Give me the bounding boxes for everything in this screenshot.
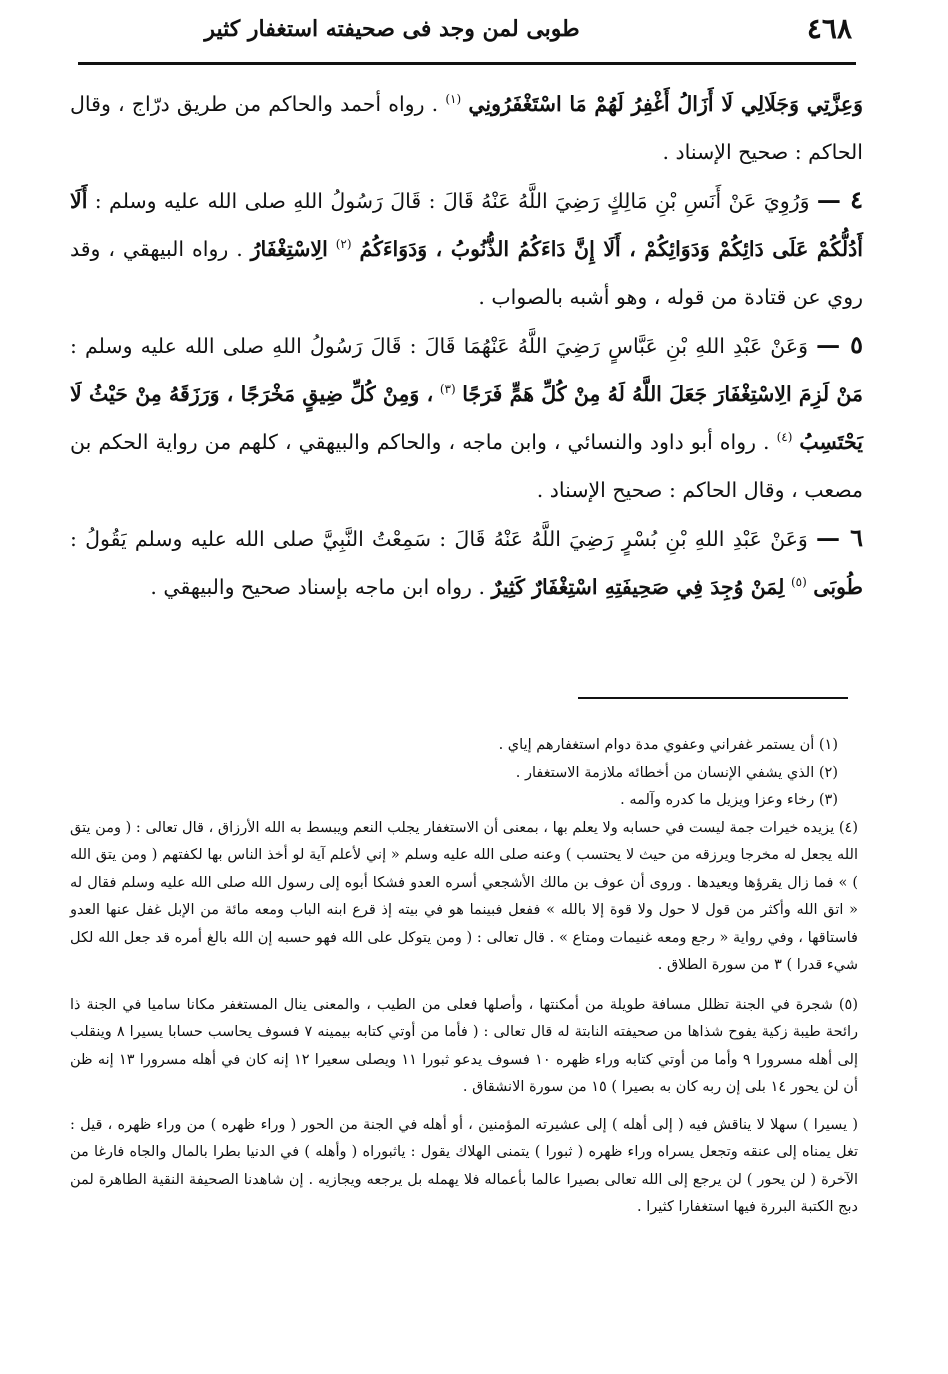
hadith-takhrij: . رواه أبو داود والنسائي ، وابن ماجه ، والحاكم والبيهقي ، كلهم من رواية الحكم بن مصعب ، وقال الحاكم : صحيح الإسناد . xyxy=(70,430,863,502)
paragraph-hadith-3-end xyxy=(70,80,863,176)
footnote-ref: (١) xyxy=(445,92,462,107)
hadith-isnad: وَعَنْ عَبْدِ اللهِ بْنِ بُسْرٍ رَضِيَ اللَّهُ عَنْهُ قَالَ : سَمِعْتُ النَّبِيَّ صلى الله عليه وسلم يَقُولُ : xyxy=(70,527,808,551)
page-number: ٤٦٨ xyxy=(806,12,852,45)
hadith-isnad: وَرُوِيَ عَنْ أَنَسِ بْنِ مَالِكٍ رَضِيَ اللَّهُ عَنْهُ قَالَ : قَالَ رَسُولُ اللهِ صلى الله عليه وسلم : xyxy=(94,189,810,213)
hadith-matn: وَعِزَّتِي وَجَلَالِي لَا أَزَالُ أَغْفِرُ لَهُمْ مَا اسْتَغْفَرُونِي xyxy=(468,92,863,116)
hadith-takhrij: . رواه البيهقي ، وقد روي عن قتادة من قوله ، وهو أشبه بالصواب . xyxy=(70,237,863,309)
footnote-ref: (٢) xyxy=(335,237,352,252)
paragraph-hadith-4 xyxy=(70,176,863,321)
footnote-2: (٢) الذي يشفي الإنسان من أخطائه ملازمة الاستغفار . xyxy=(515,764,838,781)
hadith-matn-continued: الِاسْتِغْفَارُ xyxy=(250,237,328,261)
hadith-isnad: وَعَنْ عَبْدِ اللهِ بْنِ عَبَّاسٍ رَضِيَ اللَّهُ عَنْهُمَا قَالَ : قَالَ رَسُولُ اللهِ صلى الله عليه وسلم : xyxy=(70,334,809,358)
hadith-matn: أَلَا أَدُلُّكُمْ عَلَى دَائِكُمْ وَدَوَائِكُمْ ، أَلَا إِنَّ دَاءَكُمُ الذُّنُوبُ ، وَدَوَاءَكُمُ xyxy=(70,189,863,261)
footnote-ref: (٣) xyxy=(439,382,456,397)
footnote-ref: (٥) xyxy=(790,575,807,590)
hadith-number: ٤ — xyxy=(816,185,863,214)
hadith-number: ٥ — xyxy=(816,330,863,359)
footnotes xyxy=(70,732,858,1222)
hadith-takhrij: . رواه ابن ماجه بإسناد صحيح والبيهقي . xyxy=(150,575,485,599)
footnote-5-gloss: ( يسيرا ) سهلا لا يناقش فيه ( إلى أهله ) إلى عشيرته المؤمنين ، أو أهله في الجنة من الحور ( وراء ظهره ) من وراء ظهره ، قيل : تغل يمناه إلى عنقه وتجعل يسراه وراء ظهره ( ثبورا ) يتمنى الهلاك يقول : ياثبوراه ( وأهله ) في الدنيا بطرا بالمال والجاه فارغا من الآخرة ( لن يحور ) لن يرجع إلى الله تعالى بصيرا عالما بأعماله فلا يهمله بل يرجعه ويجازيه . إن شاهدنا الصحيفة النقية الطاهرة لمن دبج الكتبة البررة فيها استغفارا كثيرا . xyxy=(70,1116,858,1215)
running-title: طوبى لمن وجد فى صحيفته استغفار كثير xyxy=(204,16,580,42)
footnote-3: (٣) رخاء وعزا ويزيل ما كدره وآلمه . xyxy=(620,792,838,808)
main-text xyxy=(70,80,863,611)
header-rule xyxy=(78,62,856,65)
footnote-1: (١) أن يستمر غفراني وعفوي مدة دوام استغفارهم إياي . xyxy=(498,737,838,753)
page-header xyxy=(78,12,856,56)
hadith-matn-continued: ، وَمِنْ كُلِّ ضِيقٍ مَخْرَجًا ، وَرَزَقَهُ مِنْ حَيْثُ لَا يَحْتَسِبُ xyxy=(70,382,863,454)
hadith-matn: مَنْ لَزِمَ الِاسْتِغْفَارَ جَعَلَ اللَّهُ لَهُ مِنْ كُلِّ هَمٍّ فَرَجًا xyxy=(462,382,863,406)
footnote-separator xyxy=(578,697,848,699)
footnote-ref: (٤) xyxy=(776,430,793,445)
hadith-takhrij: . رواه أحمد والحاكم من طريق درّاج ، وقال الحاكم : صحيح الإسناد . xyxy=(70,92,863,164)
hadith-number: ٦ — xyxy=(816,523,863,552)
footnote-4: (٤) يزيده خيرات جمة ليست في حسابه ولا يعلم بها ، بمعنى أن الاستغفار يجلب النعم ويبسط به الله الأرزاق ، قال تعالى : ( ومن يتق الله يجعل له مخرجا ويرزقه من حيث لا يحتسب ) وعنه صلى الله عليه وسلم « إني لأعلم آية لو أخذ الناس بها لكفتهم ( ومن يتق الله ) » فما زال يقرؤها ويعيدها . وروى أن عوف بن مالك الأشجعي أسره العدو فشكا أبوه إلى رسول الله صلى الله عليه وسلم فقال له « اتق الله وأكثر من قول لا حول ولا قوة إلا بالله » ففعل فبينما هو في بيته إذ قرع ابنه الباب ومعه مائة من الإبل غفل عنها العدو فاستاقها ، وفي رواية « رجع ومعه غنيمات ومتاع » . قال تعالى : ( ومن يتوكل على الله فهو حسبه إن الله بالغ أمره قد جعل الله لكل شيء قدرا ) ٣ من سورة الطلاق . xyxy=(70,819,858,973)
hadith-matn: طُوبَى xyxy=(813,575,863,599)
paragraph-hadith-6 xyxy=(70,514,863,611)
footnote-5: (٥) شجرة في الجنة تظلل مسافة طويلة من أمكنتها ، وأصلها فعلى من الطيب ، والمعنى ينال المستغفر مكانا ساميا في الجنة ذا رائحة طيبة زكية يفوح شذاها من صحيفته النابتة له قال تعالى : ( فأما من أوتي كتابه بيمينه ٧ فسوف يحاسب حسابا يسيرا ٨ وينقلب إلى أهله مسرورا ٩ وأما من أوتي كتابه وراء ظهره ١٠ فسوف يدعو ثبورا ١١ ويصلى سعيرا ١٢ إنه كان في أهله مسرورا ١٣ إنه ظن أن لن يحور ١٤ بلى إن ربه كان به بصيرا ) ١٥ من سورة الانشقاق . xyxy=(70,996,859,1095)
paragraph-hadith-5 xyxy=(70,321,863,514)
hadith-matn-continued: لِمَنْ وُجِدَ فِي صَحِيفَتِهِ اسْتِغْفَارٌ كَثِيرٌ xyxy=(491,575,785,599)
